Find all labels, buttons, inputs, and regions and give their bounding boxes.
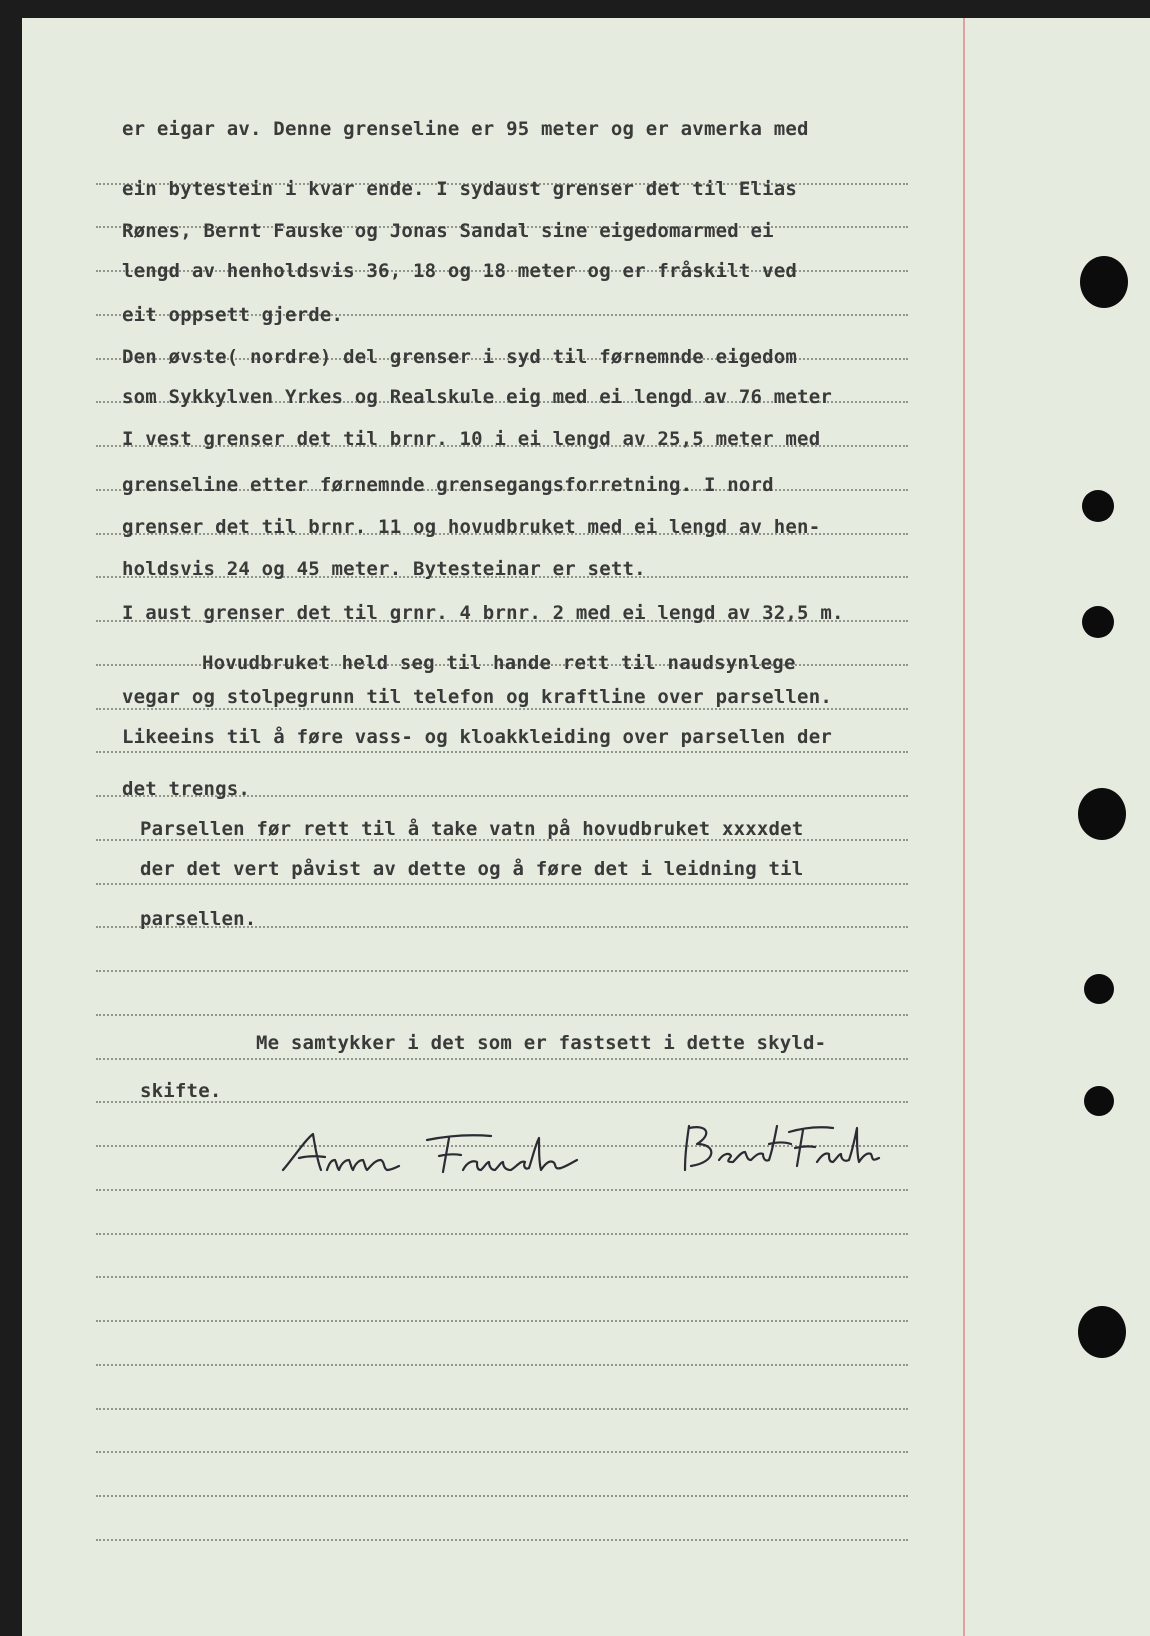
- text-line: parsellen.: [140, 908, 257, 930]
- ruled-line: [96, 708, 908, 710]
- ruled-line: [96, 1364, 908, 1366]
- text-line: grenseline etter førnemnde grensegangsforretning. I nord: [122, 474, 774, 496]
- text-line: det trengs.: [122, 778, 251, 800]
- ruled-line: [96, 1189, 908, 1191]
- text-line: Me samtykker i det som er fastsett i dette skyld-: [256, 1032, 827, 1054]
- ruled-line: [96, 970, 908, 972]
- text-line: I aust grenser det til grnr. 4 brnr. 2 med ei lengd av 32,5 m.: [122, 602, 844, 624]
- text-line: er eigar av. Denne grenseline er 95 meter og er avmerka med: [122, 118, 809, 140]
- text-line: ein bytestein i kvar ende. I sydaust grenser det til Elias: [122, 178, 798, 200]
- text-line: lengd av henholdsvis 36, 18 og 18 meter og er fråskilt ved: [122, 260, 798, 282]
- text-line: Hovudbruket held seg til hande rett til naudsynlege: [202, 652, 796, 674]
- ruled-line: [96, 1233, 908, 1235]
- ruled-line: [96, 1058, 908, 1060]
- signature-bernt-fauske: [677, 1118, 887, 1178]
- punch-hole: [1080, 256, 1128, 308]
- punch-hole: [1078, 1306, 1126, 1358]
- ruled-line: [96, 1014, 908, 1016]
- punch-hole: [1084, 1086, 1114, 1116]
- ruled-line: [96, 1408, 908, 1410]
- text-line: Den øvste( nordre) del grenser i syd til førnemnde eigedom: [122, 346, 798, 368]
- ruled-line: [96, 1320, 908, 1322]
- text-line: skifte.: [140, 1080, 222, 1102]
- punch-hole: [1084, 974, 1114, 1004]
- ruled-line: [96, 751, 908, 753]
- text-line: Likeeins til å føre vass- og kloakkleiding over parsellen der: [122, 726, 832, 748]
- text-line: vegar og stolpegrunn til telefon og kraftline over parsellen.: [122, 686, 832, 708]
- text-line: som Sykkylven Yrkes og Realskule eig med ei lengd av 76 meter: [122, 386, 832, 408]
- document-page: [22, 18, 1150, 1636]
- ruled-line: [96, 1495, 908, 1497]
- ruled-line: [96, 1539, 908, 1541]
- text-line: grenser det til brnr. 11 og hovudbruket med ei lengd av hen-: [122, 516, 821, 538]
- punch-hole: [1082, 490, 1114, 522]
- margin-rule: [963, 18, 965, 1636]
- ruled-line: [96, 1276, 908, 1278]
- text-line: eit oppsett gjerde.: [122, 304, 344, 326]
- ruled-line: [96, 883, 908, 885]
- punch-hole: [1078, 788, 1126, 840]
- text-line: Parsellen før rett til å take vatn på hovudbruket xxxxdet: [140, 818, 804, 840]
- text-line: holdsvis 24 og 45 meter. Bytesteinar er sett.: [122, 558, 646, 580]
- punch-hole: [1082, 606, 1114, 638]
- text-line: Rønes, Bernt Fauske og Jonas Sandal sine eigedomarmed ei: [122, 220, 774, 242]
- signature-anna-fauske: [277, 1126, 622, 1182]
- text-line: I vest grenser det til brnr. 10 i ei lengd av 25,5 meter med: [122, 428, 821, 450]
- text-line: der det vert påvist av dette og å føre det i leidning til: [140, 858, 804, 880]
- ruled-line: [96, 1451, 908, 1453]
